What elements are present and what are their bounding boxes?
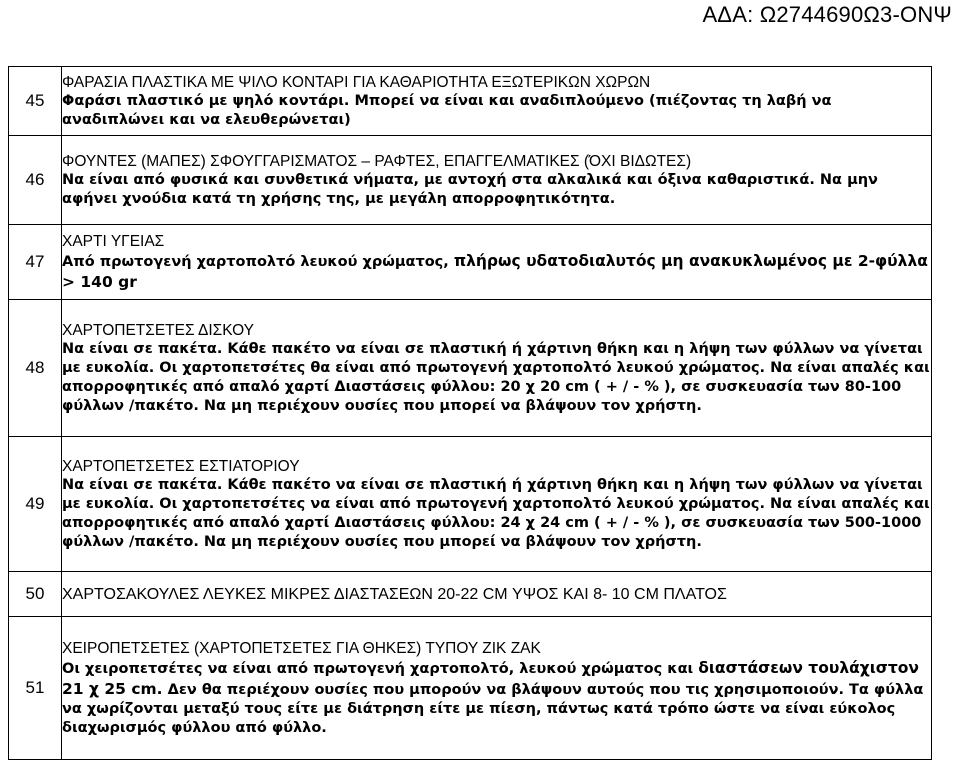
item-title: ΧΑΡΤΟΣΑΚΟΥΛΕΣ ΛΕΥΚΕΣ ΜΙΚΡΕΣ ΔΙΑΣΤΑΣΕΩΝ 20-22 CM ΥΨΟΣ ΚΑΙ 8- 10 CM ΠΛΑΤΟΣ xyxy=(62,585,727,603)
item-cell xyxy=(62,300,932,437)
item-description: Να είναι από φυσικά και συνθετικά νήματα, με αντοχή στα αλκαλικά και όξινα καθαριστικά. Να μην αφήνει χνούδια κατά τη χρήσης της, με μεγάλη απορροφητικότητα. xyxy=(62,171,878,207)
table-row xyxy=(9,617,932,760)
item-title: ΧΑΡΤΟΠΕΤΣΕΤΕΣ ΕΣΤΙΑΤΟΡΙΟΥ xyxy=(62,457,300,475)
item-number: 46 xyxy=(9,136,62,225)
item-cell xyxy=(62,225,932,300)
specifications-table xyxy=(8,66,932,760)
item-number: 49 xyxy=(9,437,62,572)
table-row xyxy=(9,136,932,225)
item-description-emphasis: διαστάσεων τουλάχιστον 21 χ 25 cm. xyxy=(62,658,919,698)
item-cell xyxy=(62,572,932,617)
table-row xyxy=(9,572,932,617)
table-row xyxy=(9,300,932,437)
item-cell xyxy=(62,136,932,225)
item-cell xyxy=(62,617,932,760)
item-description-part: Από πρωτογενή χαρτοπολτό λευκού χρώματος, xyxy=(62,253,454,270)
item-number: 48 xyxy=(9,300,62,437)
item-title: ΦΑΡΑΣΙΑ ΠΛΑΣΤΙΚΑ ΜΕ ΨΙΛΟ ΚΟΝΤΑΡΙ ΓΙΑ ΚΑΘΑΡΙΟΤΗΤΑ ΕΞΩΤΕΡΙΚΩΝ ΧΩΡΩΝ xyxy=(62,73,651,91)
document-code: ΑΔΑ: Ω2744690Ω3-ΟΝΨ xyxy=(702,2,952,27)
item-number: 45 xyxy=(9,67,62,136)
item-cell xyxy=(62,437,932,572)
item-description: Να είναι σε πακέτα. Κάθε πακέτο να είναι σε πλαστική ή χάρτινη θήκη και η λήψη των φύλλων να γίνεται με ευκολία. Οι χαρτοπετσέτες να είναι από πρωτογενή χαρτοπολτό λευκού χρώματος. Να είναι απαλές και απορροφητικές από απαλό χαρτί Διαστάσεις φύλλου: 24 χ 24 cm ( + / - % ), σε συσκευασία των 500-1000 φύλλων /πακέτο. Να μη περιέχουν ουσίες που μπορεί να βλάψουν τον χρήστη. xyxy=(62,476,930,550)
table-row xyxy=(9,67,932,136)
item-description: Φαράσι πλαστικό με ψηλό κοντάρι. Μπορεί να είναι και αναδιπλούμενο (πιέζοντας τη λαβή να αναδιπλώνει και να ελευθερώνεται) xyxy=(62,92,832,128)
item-description-part: Δεν θα περιέχουν ουσίες που μπορούν να βλάψουν αυτούς που τις χρησιμοποιούν. Τα φύλλα να χωρίζονται μεταξύ τους είτε με διάτρηση είτε με πίεση, πάντως κατά τρόπο ώστε να είναι εύκολος διαχωρισμός φύλλου από φύλλο. xyxy=(62,681,924,736)
item-description: Να είναι σε πακέτα. Κάθε πακέτο να είναι σε πλαστική ή χάρτινη θήκη και η λήψη των φύλλων να γίνεται με ευκολία. Οι χαρτοπετσέτες θα είναι από πρωτογενή χαρτοπολτό λευκού χρώματος. Να είναι απαλές και απορροφητικές από απαλό χαρτί Διαστάσεις φύλλου: 20 χ 20 cm ( + / - % ), σε συσκευασία των 80-100 φύλλων /πακέτο. Να μη περιέχουν ουσίες που μπορεί να βλάψουν τον χρήστη. xyxy=(62,340,930,414)
item-number: 47 xyxy=(9,225,62,300)
item-title: ΧΕΙΡΟΠΕΤΣΕΤΕΣ (ΧΑΡΤΟΠΕΤΣΕΤΕΣ ΓΙΑ ΘΗΚΕΣ) ΤΥΠΟΥ ΖΙΚ ΖΑΚ xyxy=(62,639,541,657)
item-description-part: Οι χειροπετσέτες να είναι από πρωτογενή χαρτοπολτό, λευκού χρώματος και xyxy=(62,660,699,677)
item-title: ΧΑΡΤΙ ΥΓΕΙΑΣ xyxy=(62,232,165,250)
item-title: ΦΟΥΝΤΕΣ (ΜΑΠΕΣ) ΣΦΟΥΓΓΑΡΙΣΜΑΤΟΣ – ΡΑΦΤΕΣ, ΕΠΑΓΓΕΛΜΑΤΙΚΕΣ (ΌΧΙ ΒΙΔΩΤΕΣ) xyxy=(62,152,692,170)
item-description xyxy=(62,251,931,293)
item-description-emphasis: πλήρως υδατοδιαλυτός μη ανακυκλωμένος με 2-φύλλα > 140 gr xyxy=(62,251,928,291)
item-cell xyxy=(62,67,932,136)
table-row xyxy=(9,437,932,572)
item-title: ΧΑΡΤΟΠΕΤΣΕΤΕΣ ΔΙΣΚΟΥ xyxy=(62,321,255,339)
item-number: 51 xyxy=(9,617,62,760)
item-number: 50 xyxy=(9,572,62,617)
item-description xyxy=(62,658,931,738)
table-row xyxy=(9,225,932,300)
